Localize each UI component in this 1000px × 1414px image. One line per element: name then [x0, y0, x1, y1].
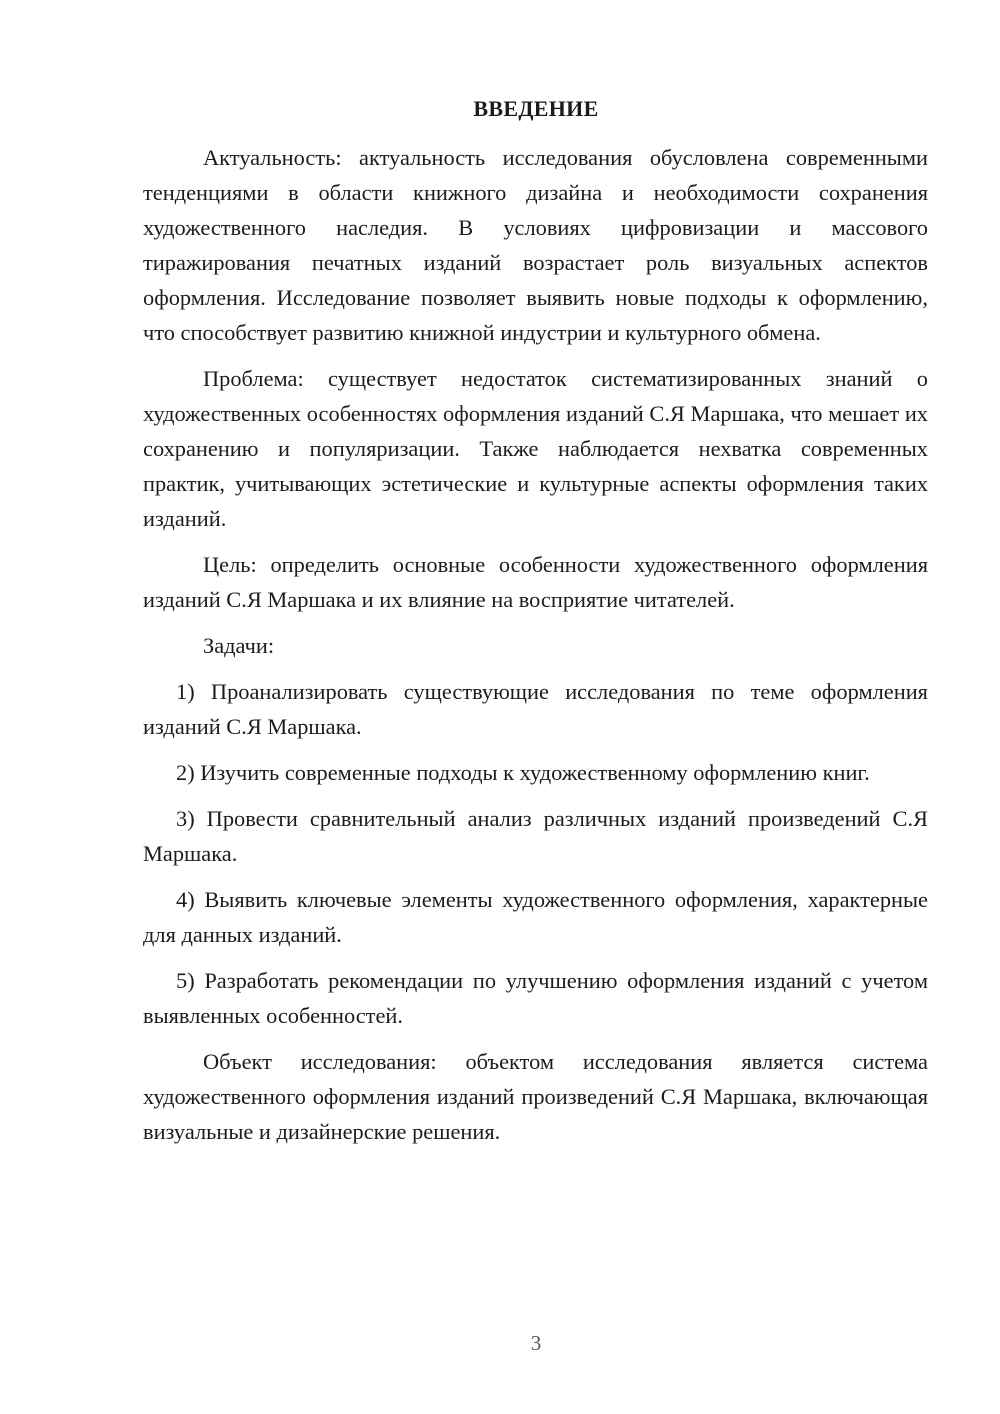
paragraph-tasks-heading: Задачи:	[203, 633, 275, 658]
page-title: ВВЕДЕНИЕ	[473, 96, 599, 121]
document-body	[143, 140, 928, 1160]
task-item-4: 4) Выявить ключевые элементы художественного оформления, характерные для данных изданий.	[143, 887, 928, 947]
paragraph-goal: Цель: определить основные особенности художественного оформления изданий С.Я Маршака и их влияние на восприятие читателей.	[143, 552, 928, 612]
paragraph-object: Объект исследования: объектом исследования является система художественного оформления изданий произведений С.Я Маршака, включающая визуальные и дизайнерские решения.	[143, 1049, 928, 1144]
task-item-5: 5) Разработать рекомендации по улучшению оформления изданий с учетом выявленных особенностей.	[143, 968, 928, 1028]
task-item-3: 3) Провести сравнительный анализ различных изданий произведений С.Я Маршака.	[143, 806, 928, 866]
paragraph-relevance: Актуальность: актуальность исследования обусловлена современными тенденциями в области книжного дизайна и необходимости сохранения художественного наследия. В условиях цифровизации и массового тиражирования печатных изданий возрастает роль визуальных аспектов оформления. Исследование позволяет выявить новые подходы к оформлению, что способствует развитию книжной индустрии и культурного обмена.	[143, 145, 928, 345]
task-item-1: 1) Проанализировать существующие исследования по теме оформления изданий С.Я Маршака.	[143, 679, 928, 739]
page-number: 3	[530, 1331, 542, 1355]
task-item-2: 2) Изучить современные подходы к художественному оформлению книг.	[176, 760, 870, 785]
paragraph-problem: Проблема: существует недостаток систематизированных знаний о художественных особенностях оформления изданий С.Я Маршака, что мешает их сохранению и популяризации. Также наблюдается нехватка современных практик, учитывающих эстетические и культурные аспекты оформления таких изданий.	[143, 366, 928, 531]
